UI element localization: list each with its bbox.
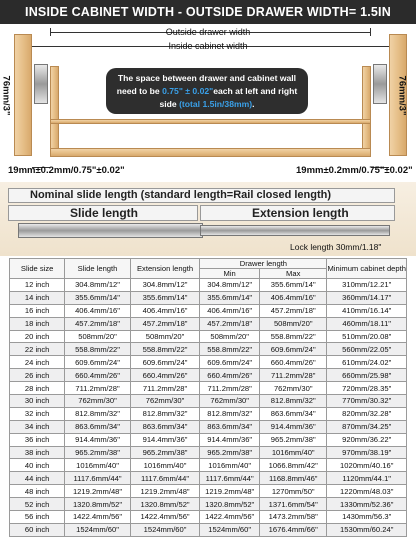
cell-slide-length: 1524mm/60" bbox=[65, 523, 130, 536]
outside-drawer-width-label: Outside drawer width bbox=[165, 27, 251, 37]
nominal-length-label: Nominal slide length (standard length=Rail closed length) bbox=[30, 189, 332, 201]
col-header-min: Min bbox=[200, 269, 260, 279]
height-left-label: 76mm/3" bbox=[0, 75, 12, 116]
table-row bbox=[10, 291, 407, 304]
cell-min-cabinet-depth: 920mm/36.22" bbox=[327, 433, 407, 446]
cell-min-cabinet-depth: 1330mm/52.36" bbox=[327, 498, 407, 511]
cell-slide-size: 52 inch bbox=[10, 498, 65, 511]
cell-drawer-max: 863.6mm/34" bbox=[260, 407, 327, 420]
col-header-drawer-length: Drawer length bbox=[200, 259, 327, 269]
table-row bbox=[10, 407, 407, 420]
table-row bbox=[10, 420, 407, 433]
cell-extension-length: 812.8mm/32" bbox=[130, 407, 200, 420]
cell-extension-length: 1117.6mm/44" bbox=[130, 472, 200, 485]
cell-drawer-max: 812.8mm/32" bbox=[260, 395, 327, 408]
cell-min-cabinet-depth: 510mm/20.08" bbox=[327, 330, 407, 343]
cell-slide-length: 762mm/30" bbox=[65, 395, 130, 408]
table-row bbox=[10, 523, 407, 536]
cell-slide-size: 24 inch bbox=[10, 356, 65, 369]
table-row bbox=[10, 511, 407, 524]
cell-drawer-min: 1320.8mm/52" bbox=[200, 498, 260, 511]
cell-min-cabinet-depth: 360mm/14.17" bbox=[327, 291, 407, 304]
cell-drawer-max: 1168.8mm/46" bbox=[260, 472, 327, 485]
slide-length-label: Slide length bbox=[70, 206, 139, 220]
table-row bbox=[10, 446, 407, 459]
callout-tolerance: 0.75" ± 0.02" bbox=[162, 86, 214, 96]
drawer-top-rail bbox=[50, 119, 371, 124]
cell-slide-size: 60 inch bbox=[10, 523, 65, 536]
table-row bbox=[10, 382, 407, 395]
cell-drawer-min: 711.2mm/28" bbox=[200, 382, 260, 395]
cell-drawer-max: 355.6mm/14" bbox=[260, 279, 327, 292]
col-header-extension-length: Extension length bbox=[130, 259, 200, 279]
col-header-min-cabinet-depth: Minimum cabinet depth bbox=[327, 259, 407, 279]
cell-drawer-min: 304.8mm/12" bbox=[200, 279, 260, 292]
drawer-left-side bbox=[50, 66, 59, 156]
table-row bbox=[10, 304, 407, 317]
cell-slide-length: 508mm/20" bbox=[65, 330, 130, 343]
cell-slide-length: 1422.4mm/56" bbox=[65, 511, 130, 524]
lock-length-label: Lock length 30mm/1.18" bbox=[290, 242, 382, 252]
col-header-slide-length: Slide length bbox=[65, 259, 130, 279]
table-row bbox=[10, 459, 407, 472]
gap-callout bbox=[106, 68, 308, 114]
callout-total: (total 1.5in/38mm) bbox=[179, 99, 253, 109]
spec-table-body bbox=[10, 279, 407, 537]
cell-slide-size: 56 inch bbox=[10, 511, 65, 524]
cell-slide-size: 18 inch bbox=[10, 317, 65, 330]
cell-extension-length: 1219.2mm/48" bbox=[130, 485, 200, 498]
cell-min-cabinet-depth: 310mm/12.21" bbox=[327, 279, 407, 292]
cell-slide-size: 14 inch bbox=[10, 291, 65, 304]
cell-min-cabinet-depth: 1430mm/56.3" bbox=[327, 511, 407, 524]
cell-slide-length: 711.2mm/28" bbox=[65, 382, 130, 395]
cell-slide-length: 1117.6mm/44" bbox=[65, 472, 130, 485]
cell-drawer-min: 508mm/20" bbox=[200, 330, 260, 343]
right-slide-rail bbox=[373, 64, 387, 104]
cell-drawer-max: 406.4mm/16" bbox=[260, 291, 327, 304]
table-row bbox=[10, 433, 407, 446]
cell-extension-length: 457.2mm/18" bbox=[130, 317, 200, 330]
cell-slide-size: 32 inch bbox=[10, 407, 65, 420]
cell-slide-length: 812.8mm/32" bbox=[65, 407, 130, 420]
cell-drawer-max: 609.6mm/24" bbox=[260, 343, 327, 356]
cell-extension-length: 965.2mm/38" bbox=[130, 446, 200, 459]
cell-min-cabinet-depth: 970mm/38.19" bbox=[327, 446, 407, 459]
cell-slide-length: 558.8mm/22" bbox=[65, 343, 130, 356]
callout-line-1: The space between drawer and cabinet wall bbox=[117, 73, 297, 83]
cell-drawer-min: 914.4mm/36" bbox=[200, 433, 260, 446]
cell-min-cabinet-depth: 1530mm/60.24" bbox=[327, 523, 407, 536]
cabinet-diagram bbox=[0, 24, 416, 182]
cell-extension-length: 1016mm/40" bbox=[130, 459, 200, 472]
page-title: INSIDE CABINET WIDTH - OUTSIDE DRAWER WIDTH= 1.5IN bbox=[0, 0, 416, 24]
table-row bbox=[10, 343, 407, 356]
cell-min-cabinet-depth: 660mm/25.98" bbox=[327, 369, 407, 382]
callout-text: side bbox=[159, 99, 180, 109]
cell-drawer-min: 355.6mm/14" bbox=[200, 291, 260, 304]
cell-extension-length: 914.4mm/36" bbox=[130, 433, 200, 446]
drawer-bottom bbox=[50, 148, 371, 157]
callout-text: need to be bbox=[116, 86, 163, 96]
spec-table bbox=[9, 258, 407, 537]
cell-drawer-min: 660.4mm/26" bbox=[200, 369, 260, 382]
cell-drawer-min: 965.2mm/38" bbox=[200, 446, 260, 459]
table-row bbox=[10, 279, 407, 292]
cell-slide-size: 40 inch bbox=[10, 459, 65, 472]
cell-slide-length: 1016mm/40" bbox=[65, 459, 130, 472]
drawer-right-side bbox=[362, 66, 371, 156]
cell-slide-size: 44 inch bbox=[10, 472, 65, 485]
cell-drawer-max: 508mm/20" bbox=[260, 317, 327, 330]
cell-min-cabinet-depth: 610mm/24.02" bbox=[327, 356, 407, 369]
cell-slide-size: 16 inch bbox=[10, 304, 65, 317]
cell-drawer-max: 660.4mm/26" bbox=[260, 356, 327, 369]
cell-slide-size: 30 inch bbox=[10, 395, 65, 408]
cell-slide-size: 26 inch bbox=[10, 369, 65, 382]
cell-extension-length: 355.6mm/14" bbox=[130, 291, 200, 304]
slide-length-panel bbox=[0, 182, 416, 256]
cell-extension-length: 762mm/30" bbox=[130, 395, 200, 408]
table-row bbox=[10, 369, 407, 382]
cell-drawer-min: 609.6mm/24" bbox=[200, 356, 260, 369]
slide-rail-extension bbox=[200, 225, 390, 236]
cell-drawer-min: 1422.4mm/56" bbox=[200, 511, 260, 524]
cell-slide-length: 355.6mm/14" bbox=[65, 291, 130, 304]
extension-length-label: Extension length bbox=[252, 206, 349, 220]
callout-text: each at left and right bbox=[213, 86, 298, 96]
gap-right-label: 19mm±0.2mm/0.75"±0.02" bbox=[296, 165, 413, 176]
cell-extension-length: 711.2mm/28" bbox=[130, 382, 200, 395]
cell-slide-size: 12 inch bbox=[10, 279, 65, 292]
cell-drawer-min: 1524mm/60" bbox=[200, 523, 260, 536]
cell-drawer-min: 762mm/30" bbox=[200, 395, 260, 408]
col-header-slide-size: Slide size bbox=[10, 259, 65, 279]
cell-slide-size: 38 inch bbox=[10, 446, 65, 459]
gap-left-label: 19mm±0.2mm/0.75"±0.02" bbox=[8, 165, 125, 176]
cell-drawer-min: 406.4mm/16" bbox=[200, 304, 260, 317]
cell-min-cabinet-depth: 870mm/34.25" bbox=[327, 420, 407, 433]
cell-drawer-max: 1676.4mm/66" bbox=[260, 523, 327, 536]
cell-min-cabinet-depth: 770mm/30.32" bbox=[327, 395, 407, 408]
col-header-max: Max bbox=[260, 269, 327, 279]
cell-drawer-max: 711.2mm/28" bbox=[260, 369, 327, 382]
table-row bbox=[10, 485, 407, 498]
cell-drawer-min: 1117.6mm/44" bbox=[200, 472, 260, 485]
table-row bbox=[10, 356, 407, 369]
cell-slide-length: 406.4mm/16" bbox=[65, 304, 130, 317]
cell-slide-size: 34 inch bbox=[10, 420, 65, 433]
cell-min-cabinet-depth: 410mm/16.14" bbox=[327, 304, 407, 317]
cell-slide-size: 28 inch bbox=[10, 382, 65, 395]
cell-drawer-max: 1270mm/50" bbox=[260, 485, 327, 498]
cell-drawer-max: 558.8mm/22" bbox=[260, 330, 327, 343]
cell-drawer-min: 558.8mm/22" bbox=[200, 343, 260, 356]
cell-extension-length: 863.6mm/34" bbox=[130, 420, 200, 433]
cell-extension-length: 1320.8mm/52" bbox=[130, 498, 200, 511]
cell-slide-length: 457.2mm/18" bbox=[65, 317, 130, 330]
cell-slide-length: 1219.2mm/48" bbox=[65, 485, 130, 498]
cell-extension-length: 406.4mm/16" bbox=[130, 304, 200, 317]
cell-slide-length: 609.6mm/24" bbox=[65, 356, 130, 369]
cell-slide-length: 965.2mm/38" bbox=[65, 446, 130, 459]
cell-slide-size: 20 inch bbox=[10, 330, 65, 343]
cell-extension-length: 508mm/20" bbox=[130, 330, 200, 343]
cell-drawer-max: 1066.8mm/42" bbox=[260, 459, 327, 472]
cell-slide-size: 48 inch bbox=[10, 485, 65, 498]
cell-drawer-min: 812.8mm/32" bbox=[200, 407, 260, 420]
cell-extension-length: 304.8mm/12" bbox=[130, 279, 200, 292]
cell-min-cabinet-depth: 1220mm/48.03" bbox=[327, 485, 407, 498]
cell-slide-size: 36 inch bbox=[10, 433, 65, 446]
callout-text: . bbox=[252, 99, 255, 109]
cell-slide-length: 304.8mm/12" bbox=[65, 279, 130, 292]
cell-drawer-max: 762mm/30" bbox=[260, 382, 327, 395]
cell-slide-length: 660.4mm/26" bbox=[65, 369, 130, 382]
inside-cabinet-width-label: Inside cabinet width bbox=[168, 41, 248, 51]
cell-min-cabinet-depth: 460mm/18.11" bbox=[327, 317, 407, 330]
cabinet-left-wall bbox=[14, 34, 32, 156]
cell-drawer-min: 863.6mm/34" bbox=[200, 420, 260, 433]
cell-drawer-max: 914.4mm/36" bbox=[260, 420, 327, 433]
cell-extension-length: 1524mm/60" bbox=[130, 523, 200, 536]
cell-drawer-min: 1219.2mm/48" bbox=[200, 485, 260, 498]
cell-min-cabinet-depth: 1020mm/40.16" bbox=[327, 459, 407, 472]
cell-min-cabinet-depth: 720mm/28.35" bbox=[327, 382, 407, 395]
height-right-label: 76mm/3" bbox=[396, 75, 408, 116]
cell-drawer-min: 1016mm/40" bbox=[200, 459, 260, 472]
table-row bbox=[10, 330, 407, 343]
table-row bbox=[10, 395, 407, 408]
cell-extension-length: 660.4mm/26" bbox=[130, 369, 200, 382]
cell-min-cabinet-depth: 560mm/22.05" bbox=[327, 343, 407, 356]
cell-extension-length: 558.8mm/22" bbox=[130, 343, 200, 356]
cell-extension-length: 609.6mm/24" bbox=[130, 356, 200, 369]
cell-slide-length: 863.6mm/34" bbox=[65, 420, 130, 433]
cell-slide-length: 1320.8mm/52" bbox=[65, 498, 130, 511]
cell-min-cabinet-depth: 1120mm/44.1" bbox=[327, 472, 407, 485]
left-slide-rail bbox=[34, 64, 48, 104]
slide-rail-graphic bbox=[18, 223, 203, 238]
cell-slide-size: 22 inch bbox=[10, 343, 65, 356]
cell-drawer-min: 457.2mm/18" bbox=[200, 317, 260, 330]
cell-drawer-max: 1473.2mm/58" bbox=[260, 511, 327, 524]
cell-extension-length: 1422.4mm/56" bbox=[130, 511, 200, 524]
cell-drawer-max: 965.2mm/38" bbox=[260, 433, 327, 446]
callout-line-3 bbox=[106, 98, 308, 111]
cell-drawer-max: 457.2mm/18" bbox=[260, 304, 327, 317]
cell-min-cabinet-depth: 820mm/32.28" bbox=[327, 407, 407, 420]
cell-slide-length: 914.4mm/36" bbox=[65, 433, 130, 446]
table-row bbox=[10, 317, 407, 330]
cell-drawer-max: 1016mm/40" bbox=[260, 446, 327, 459]
cell-drawer-max: 1371.6mm/54" bbox=[260, 498, 327, 511]
callout-line-2 bbox=[106, 85, 308, 98]
table-row bbox=[10, 472, 407, 485]
